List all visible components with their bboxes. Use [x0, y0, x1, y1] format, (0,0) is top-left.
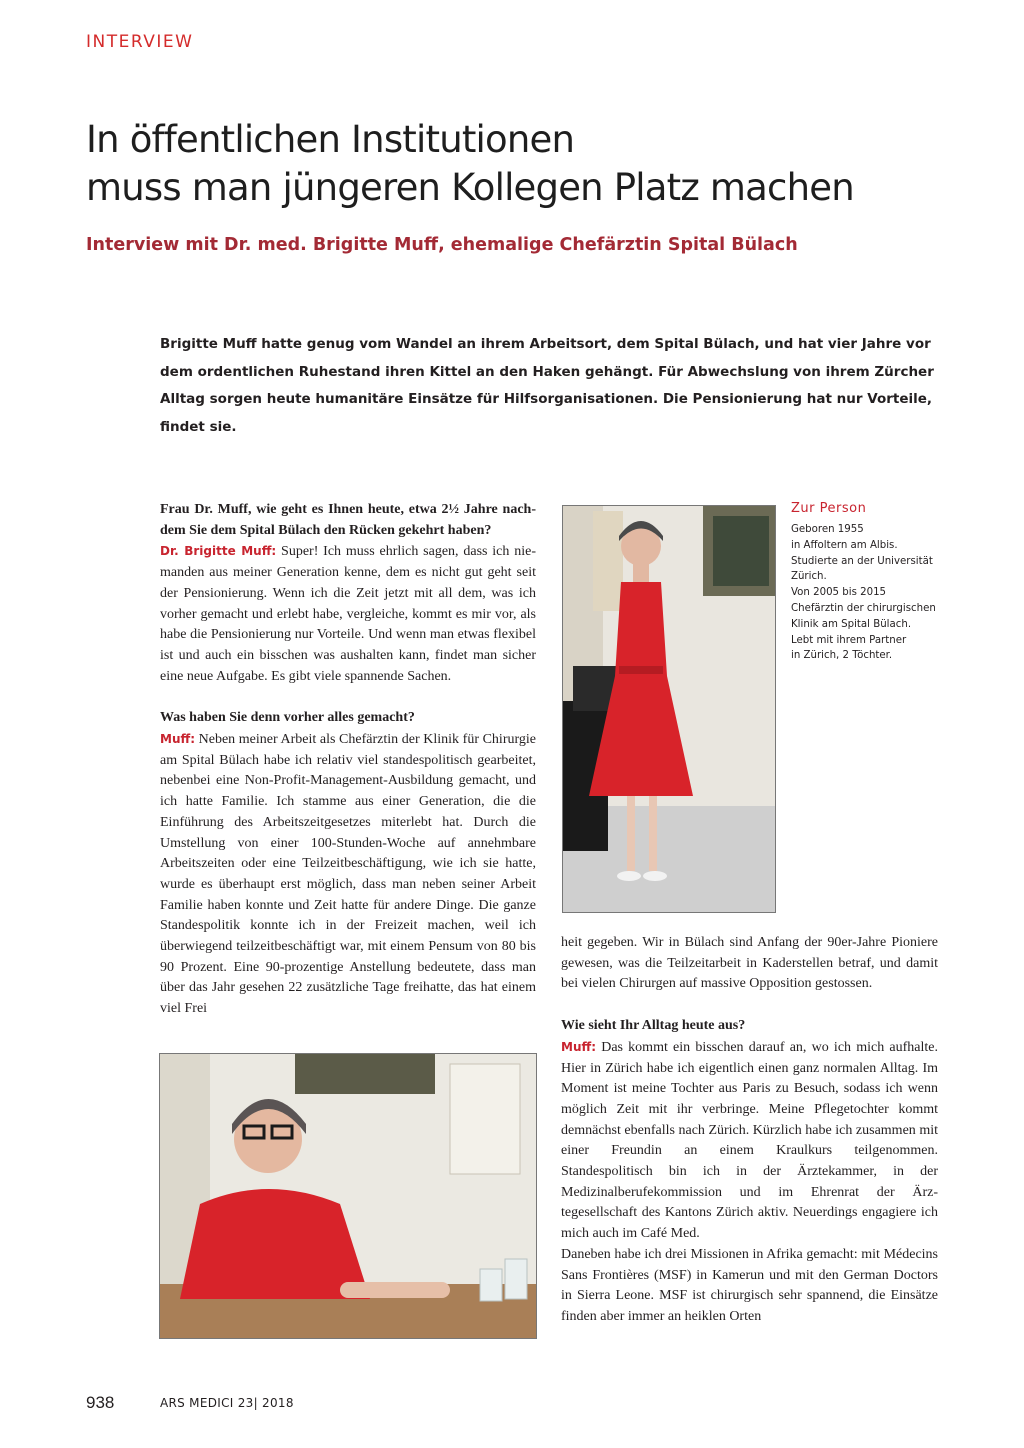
question-3: Wie sieht Ihr Alltag heute aus? — [561, 1018, 746, 1034]
sidebar-line: in Zürich, 2 Töchter. — [791, 650, 893, 662]
answer-2 — [160, 729, 536, 1020]
photo-seated-portrait — [159, 1053, 537, 1339]
sidebar-line: Klinik am Spital Bülach. — [791, 618, 912, 630]
article-title — [86, 116, 986, 212]
answer-2-continued: heit gegeben. Wir in Bülach sind Anfang der 90er-Jahre Pioniere gewesen, was die Teilzeitarbeit in Kaderstellen betraf, und damit bei vielen Chirurgen auf massive Opposition gestossen. — [561, 935, 938, 992]
answer-3 — [561, 1037, 938, 1245]
sidebar-line: Studierte an der Universität — [791, 555, 933, 567]
photo-standing-portrait — [562, 505, 776, 913]
speaker-label: Dr. Brigitte Muff: — [160, 544, 277, 559]
sidebar-line: Chefärztin der chirurgischen — [791, 602, 936, 614]
sidebar-lines — [791, 522, 941, 664]
article-subtitle: Interview mit Dr. med. Brigitte Muff, ehemalige Chefärztin Spital Bülach — [86, 235, 798, 255]
title-line-2: muss man jüngeren Kollegen Platz machen — [86, 166, 854, 209]
journal-name: ARS MEDICI 23| 2018 — [160, 1396, 294, 1410]
text-column-right — [561, 933, 938, 1328]
page-number: 938 — [86, 1393, 115, 1412]
answer-3-part-2: Daneben habe ich drei Missionen in Afrika gemacht: mit Médecins Sans Frontières (MSF) in Kamerun und mit den German Doctors in Sierra Leone. MSF ist chirurgisch sehr spannend, die Einsätze finden aber immer an heiklen Orten — [561, 1246, 938, 1324]
sidebar-line: Lebt mit ihrem Partner — [791, 634, 907, 646]
answer-1-text: Super! Ich muss ehrlich sagen, dass ich niemanden aus meiner Generation kenne, dem es nicht gut geht seit der Pensionierung. Wenn ich die Zeit jetzt mit all dem, was ich vorher gemacht und erlebt habe, vergleiche, kommt es mir vor, als habe die Pensionierung nur Vorteile. Und wenn man etwas flexibel ist und auch ein bisschen was aushalten kann, findet man sicher eine neue Aufgabe. Es gibt viele spannende Sachen. — [160, 544, 536, 684]
section-label: INTERVIEW — [86, 32, 194, 52]
sidebar-title: Zur Person — [791, 501, 867, 516]
sidebar-line: Geboren 1955 — [791, 524, 864, 535]
title-line-1: In öffentlichen Institutionen — [86, 118, 575, 161]
sidebar-line: in Affoltern am Albis. — [791, 539, 898, 551]
lead-paragraph: Brigitte Muff hatte genug vom Wandel an ihrem Arbeitsort, dem Spital Bülach, und hat vier Jahre vor dem ordentlichen Ruhestand ihren Kittel an den Haken gehängt. Für Abwechslung von ihrem Zürcher Alltag sorgen heute humanitäre Einsätze für Hilfsorganisationen. Die Pensionierung hat nur Vorteile, findet sie. — [160, 336, 934, 435]
speaker-label: Muff: — [561, 1039, 597, 1054]
question-2: Was haben Sie denn vorher alles gemacht? — [160, 710, 415, 726]
sidebar-zur-person — [791, 501, 941, 664]
answer-3-text: Das kommt ein bisschen darauf an, wo ich mich aufhalte. Hier in Zürich habe ich eigentlich einen ganz normalen Alltag. Im Moment ist meine Tochter aus Paris zu Besuch, sodass ich wenn möglich Zeit mit ihr verbringe. Meine Pflegetochter kommt demnächst ebenfalls nach Zürich. Kürzlich habe ich zusammen mit einer Freundin an einem Kraulkurs teilgenommen. Standespolitisch bin ich in der Ärztekammer, in der Medizinalberufekommission und im Ehrenrat der Ärztegesellschaft des Kantons Zürich aktiv. Neuerdings engagiere ich mich auch im Café Med. — [561, 1039, 938, 1242]
speaker-label: Muff: — [160, 732, 196, 747]
answer-2-text: Neben meiner Arbeit als Chefärztin der Klinik für Chirurgie am Spital Bülach habe ich relativ viel standespolitisch gearbeitet, nebenbei eine Non-Profit-Management-Ausbildung gemacht, und ich hatte Familie. Ich stamme aus einer Generation, die die Einführung des Arbeitszeitgesetzes miterlebt hat. Durch die Umstellung von einer 100-Stunden-Woche auf annehmbare Arbeitszeiten oder eine Teilzeitbeschäftigung, wie ich sie hatte, wurde es überhaupt erst möglich, dass man neben seiner Arbeit Familie haben konnte und Zeit hatte für andere Dinge. Die ganze Standespolitik konnte ich in der Freizeit machen, weil ich überwiegend teilzeitbeschäftigt war, mit einem Pensum von 80 bis 90 Prozent. Eine 90-prozentige Anstellung bedeutete, dass man über das Jahr gesehen 22 zusätzliche Tage freihatte, das hat einem viel Frei — [160, 732, 536, 1017]
answer-1 — [160, 541, 536, 687]
photo-standing-image — [563, 506, 776, 913]
question-1: Frau Dr. Muff, wie geht es Ihnen heute, etwa 2½ Jahre nachdem Sie dem Spital Bülach den Rücken gekehrt haben? — [160, 502, 536, 538]
sidebar-line: Zürich. — [791, 571, 827, 583]
sidebar-line: Von 2005 bis 2015 — [791, 587, 887, 599]
photo-seated-image — [160, 1054, 537, 1339]
text-column-left — [160, 500, 536, 1020]
